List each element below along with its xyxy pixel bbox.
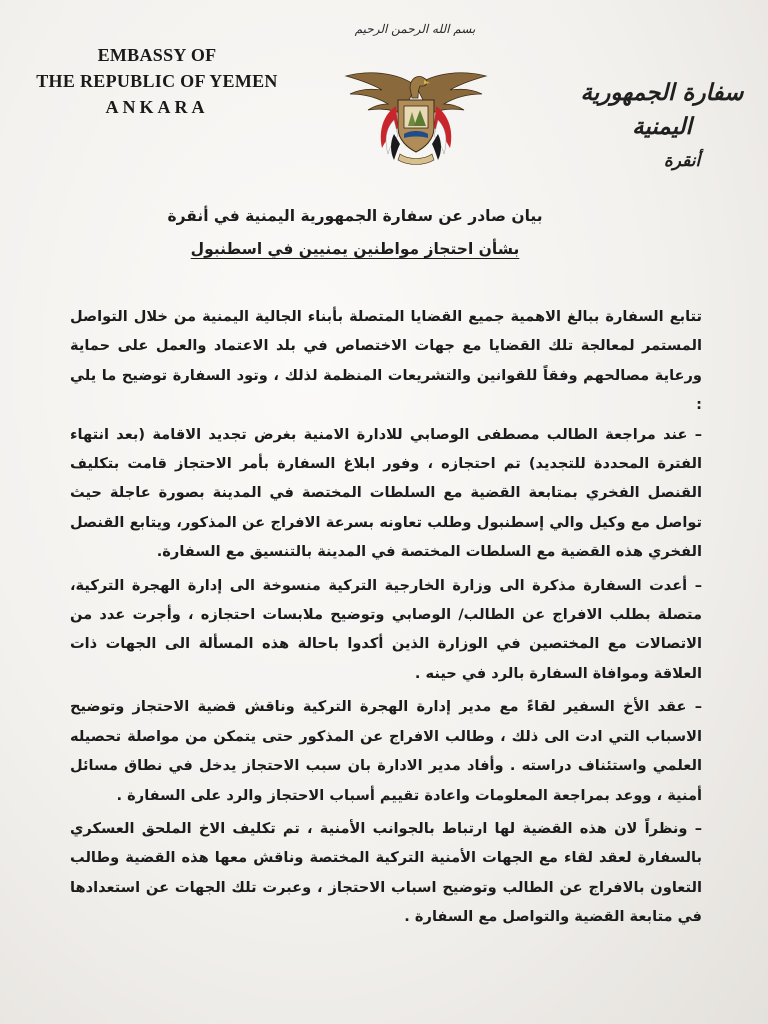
statement-subtitle: بشأن احتجاز مواطنين يمنيين في اسطنبول — [190, 240, 520, 258]
statement-heading — [150, 200, 560, 266]
paragraph-intro: تتابع السفارة ببالغ الاهمية جميع القضايا المتصلة بأبناء الجالية اليمنية من خلال التواصل المستمر لمعالجة تلك القضايا مع جهات الاختصاص في بلد الاعتماد والعمل على حماية ورعاية مصالحهم وفقاً للقوانين والتشريعات المنظمة لذلك ، وتود السفارة توضيح ما يلي : — [70, 308, 702, 414]
paragraph-point-4: – ونظراً لان هذه القضية لها ارتباط بالجوانب الأمنية ، تم تكليف الاخ الملحق العسكري بالسفارة لعقد لقاء مع الجهات الأمنية التركية المختصة وناقش معها هذه القضية وطالب التعاون بالافراج عن الطالب وتوضيح اسباب الاحتجاز ، وعبرت تلك الجهات عن استعدادها في متابعة القضية والتواصل مع السفارة . — [70, 819, 702, 926]
statement-body — [70, 302, 702, 932]
embassy-en-line-1: EMBASSY OF — [97, 45, 217, 65]
basmala: بسم الله الرحمن الرحيم — [354, 22, 476, 36]
embassy-name-english — [22, 42, 292, 120]
yemen-emblem-icon — [338, 56, 494, 168]
statement-title: بيان صادر عن سفارة الجمهورية اليمنية في أنقرة — [167, 207, 543, 225]
paragraph-point-3: – عقد الأخ السفير لقاءً مع مدير إدارة الهجرة التركية وناقش قضية الاحتجاز وتوضيح الاسباب التي ادت الى ذلك ، وطالب الافراج عن المذكور حتى يتمكن من مواصلة تحصيله العلمي واستئناف دراسته . وأفاد مدير الادارة بان سبب الاحتجاز يدخل في نطاق مسائل أمنية ، ووعد بمراجعة المعلومات واعادة تقييم أسباب الاحتجاز والرد على السفارة . — [70, 698, 702, 804]
embassy-name-arabic — [562, 76, 762, 174]
embassy-ar-city: أنقرة — [663, 151, 701, 171]
embassy-en-city: ANKARA — [105, 97, 209, 117]
paragraph-point-1: – عند مراجعة الطالب مصطفى الوصابي للادارة الامنية بغرض تجديد الاقامة (بعد انتهاء الفترة المحددة للتجديد) تم احتجازه ، وفور ابلاغ السفارة بأمر الاحتجاز قامت بتكليف القنصل الفخري بمتابعة القضية مع السلطات المختصة في المدينة بصورة عاجلة حيث تواصل مع وكيل والي إسطنبول وطلب تعاونه بسرعة الافراج عن المذكور، ويتابع القنصل الفخري هذه القضية مع السلطات المختصة في المدينة بالتنسيق مع السفارة. — [70, 425, 702, 561]
embassy-ar-name: سفارة الجمهورية اليمنية — [580, 80, 744, 140]
paragraph-point-2: – أعدت السفارة مذكرة الى وزارة الخارجية التركية منسوخة الى إدارة الهجرة التركية، متصلة بطلب الافراج عن الطالب/ الوصابي وتوضيح ملابسات احتجازه ، وأجرت عدد من الاتصالات مع المختصين في الوزارة الذين أكدوا باحالة هذه المسألة الى الجهات ذات العلاقة وموافاة السفارة بالرد في حينه . — [70, 576, 702, 682]
embassy-en-line-2: THE REPUBLIC OF YEMEN — [36, 71, 278, 91]
